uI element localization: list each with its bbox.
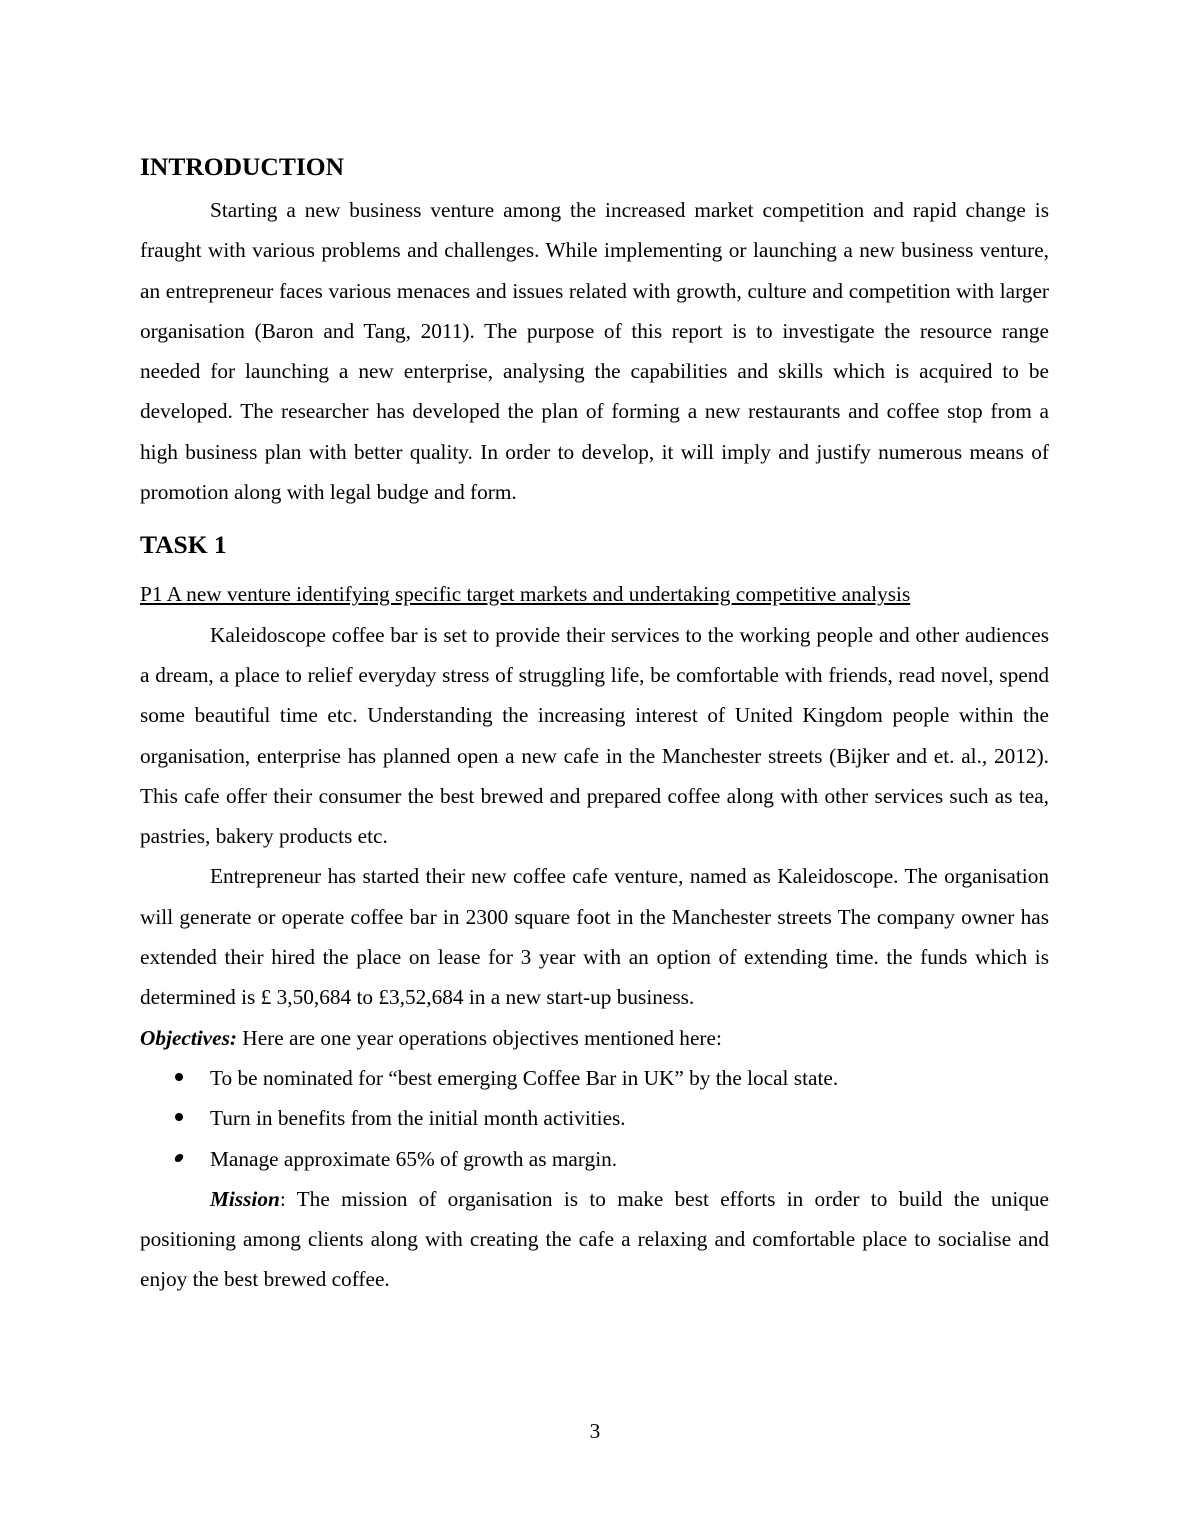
list-item <box>140 1058 1049 1098</box>
task1-paragraph-kaleidoscope: Kaleidoscope coffee bar is set to provide their services to the working people and other audiences a dream, a place to relief everyday stress of struggling life, be comfortable with friends, read novel, spend some beautiful time etc. Understanding the increasing interest of United Kingdom people within the organisation, enterprise has planned open a new cafe in the Manchester streets (Bijker and et. al., 2012). This cafe offer their consumer the best brewed and prepared coffee along with other services such as tea, pastries, bakery products etc. <box>140 622 1049 849</box>
mission-text: : The mission of organisation is to make best efforts in order to build the unique positioning among clients along with creating the cafe a relaxing and comfortable place to socialise and enjoy the best brewed coffee. <box>140 1186 1049 1292</box>
objective-text: To be nominated for “best emerging Coffee Bar in UK” by the local state. <box>210 1065 839 1090</box>
list-item <box>140 1139 1049 1179</box>
bullet-icon <box>175 1073 183 1081</box>
list-item <box>140 1098 1049 1138</box>
introduction-heading: INTRODUCTION <box>140 152 345 181</box>
mission-paragraph <box>140 1179 1049 1300</box>
bullet-icon <box>175 1113 183 1121</box>
objective-text: Manage approximate 65% of growth as margin. <box>210 1146 618 1171</box>
introduction-paragraph: Starting a new business venture among the increased market competition and rapid change is fraught with various problems and challenges. While implementing or launching a new business venture, an entrepreneur faces various menaces and issues related with growth, culture and competition with larger organisation (Baron and Tang, 2011). The purpose of this report is to investigate the resource range needed for launching a new enterprise, analysing the capabilities and skills which is acquired to be developed. The researcher has developed the plan of forming a new restaurants and coffee stop from a high business plan with better quality. In order to develop, it will imply and justify numerous means of promotion along with legal budge and form. <box>140 198 1049 505</box>
page-number: 3 <box>589 1419 601 1443</box>
bullet-icon <box>174 1154 185 1162</box>
document-page <box>140 148 1049 1300</box>
task1-heading: TASK 1 <box>140 530 227 560</box>
objectives-line <box>140 1018 1049 1058</box>
mission-label: Mission <box>210 1186 280 1211</box>
objectives-list <box>140 1058 1049 1179</box>
task1-paragraph-entrepreneur: Entrepreneur has started their new coffee cafe venture, named as Kaleidoscope. The organisation will generate or operate coffee bar in 2300 square foot in the Manchester streets The company owner has extended their hired the place on lease for 3 year with an option of extending time. the funds which is determined is £ 3,50,684 to £3,52,684 in a new start-up business. <box>140 864 1049 1010</box>
objectives-label: Objectives: <box>140 1025 237 1050</box>
objective-text: Turn in benefits from the initial month activities. <box>210 1106 626 1131</box>
task1-subheading: P1 A new venture identifying specific target markets and undertaking competitive analysis <box>140 582 911 607</box>
objectives-intro: Here are one year operations objectives mentioned here: <box>236 1025 722 1050</box>
